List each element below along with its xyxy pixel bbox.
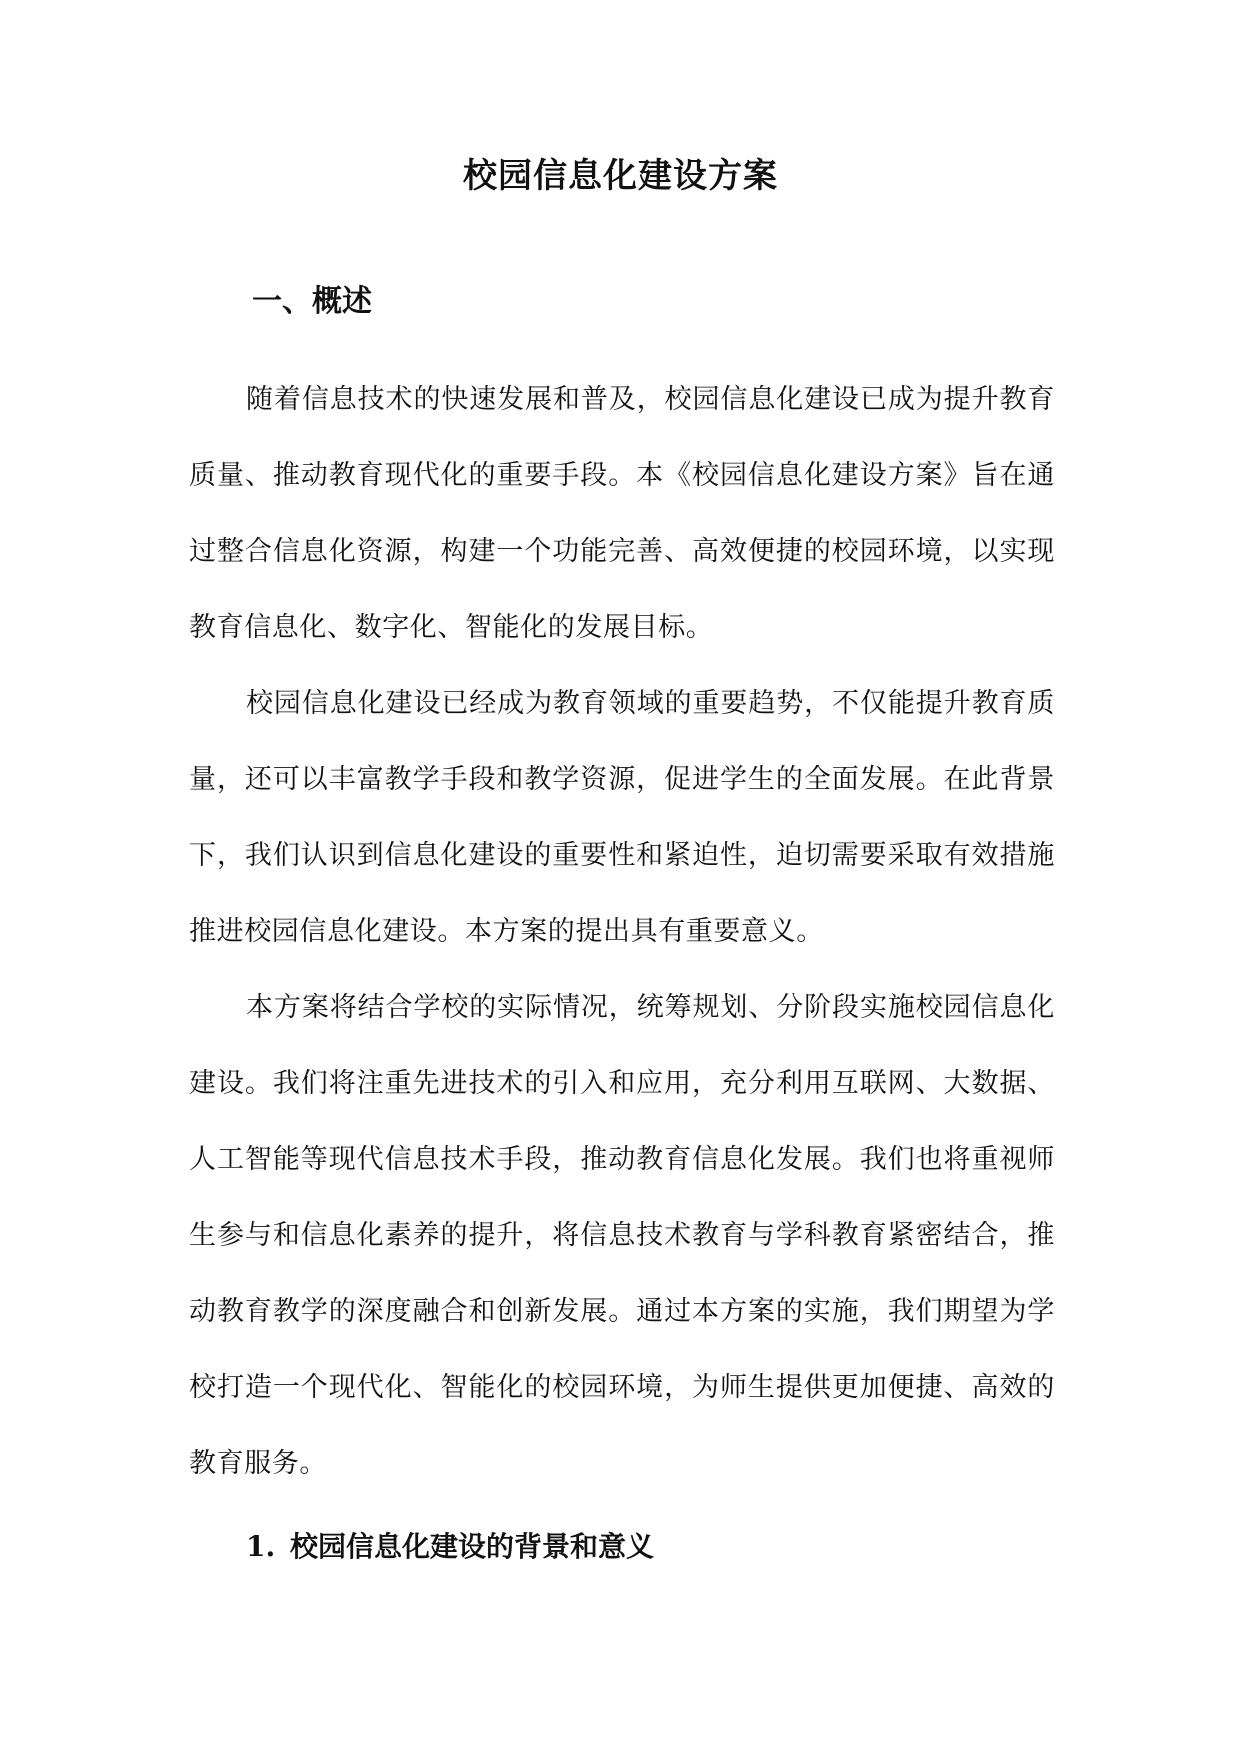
sub-heading-text: 校园信息化建设的背景和意义 (290, 1530, 655, 1563)
paragraph: 本方案将结合学校的实际情况，统筹规划、分阶段实施校园信息化建设。我们将注重先进技术的引入和应用，充分利用互联网、大数据、人工智能等现代信息技术手段，推动教育信息化发展。我们也将重视师生参与和信息化素养的提升，将信息技术教育与学科教育紧密结合，推动教育教学的深度融合和创新发展。通过本方案的实施，我们期望为学校打造一个现代化、智能化的校园环境，为师生提供更加便捷、高效的教育服务。 (189, 992, 1055, 1479)
document-body (189, 362, 1055, 1502)
sub-heading (246, 1525, 654, 1569)
sub-heading-number: 1. (246, 1530, 276, 1563)
paragraph: 校园信息化建设已经成为教育领域的重要趋势，不仅能提升教育质量，还可以丰富教学手段和教学资源，促进学生的全面发展。在此背景下，我们认识到信息化建设的重要性和紧迫性，迫切需要采取有效措施推进校园信息化建设。本方案的提出具有重要意义。 (189, 688, 1055, 947)
section-heading: 一、概述 (252, 284, 372, 319)
document-title: 校园信息化建设方案 (463, 156, 778, 196)
paragraph: 随着信息技术的快速发展和普及，校园信息化建设已成为提升教育质量、推动教育现代化的重要手段。本《校园信息化建设方案》旨在通过整合信息化资源，构建一个功能完善、高效便捷的校园环境，以实现教育信息化、数字化、智能化的发展目标。 (189, 384, 1055, 643)
